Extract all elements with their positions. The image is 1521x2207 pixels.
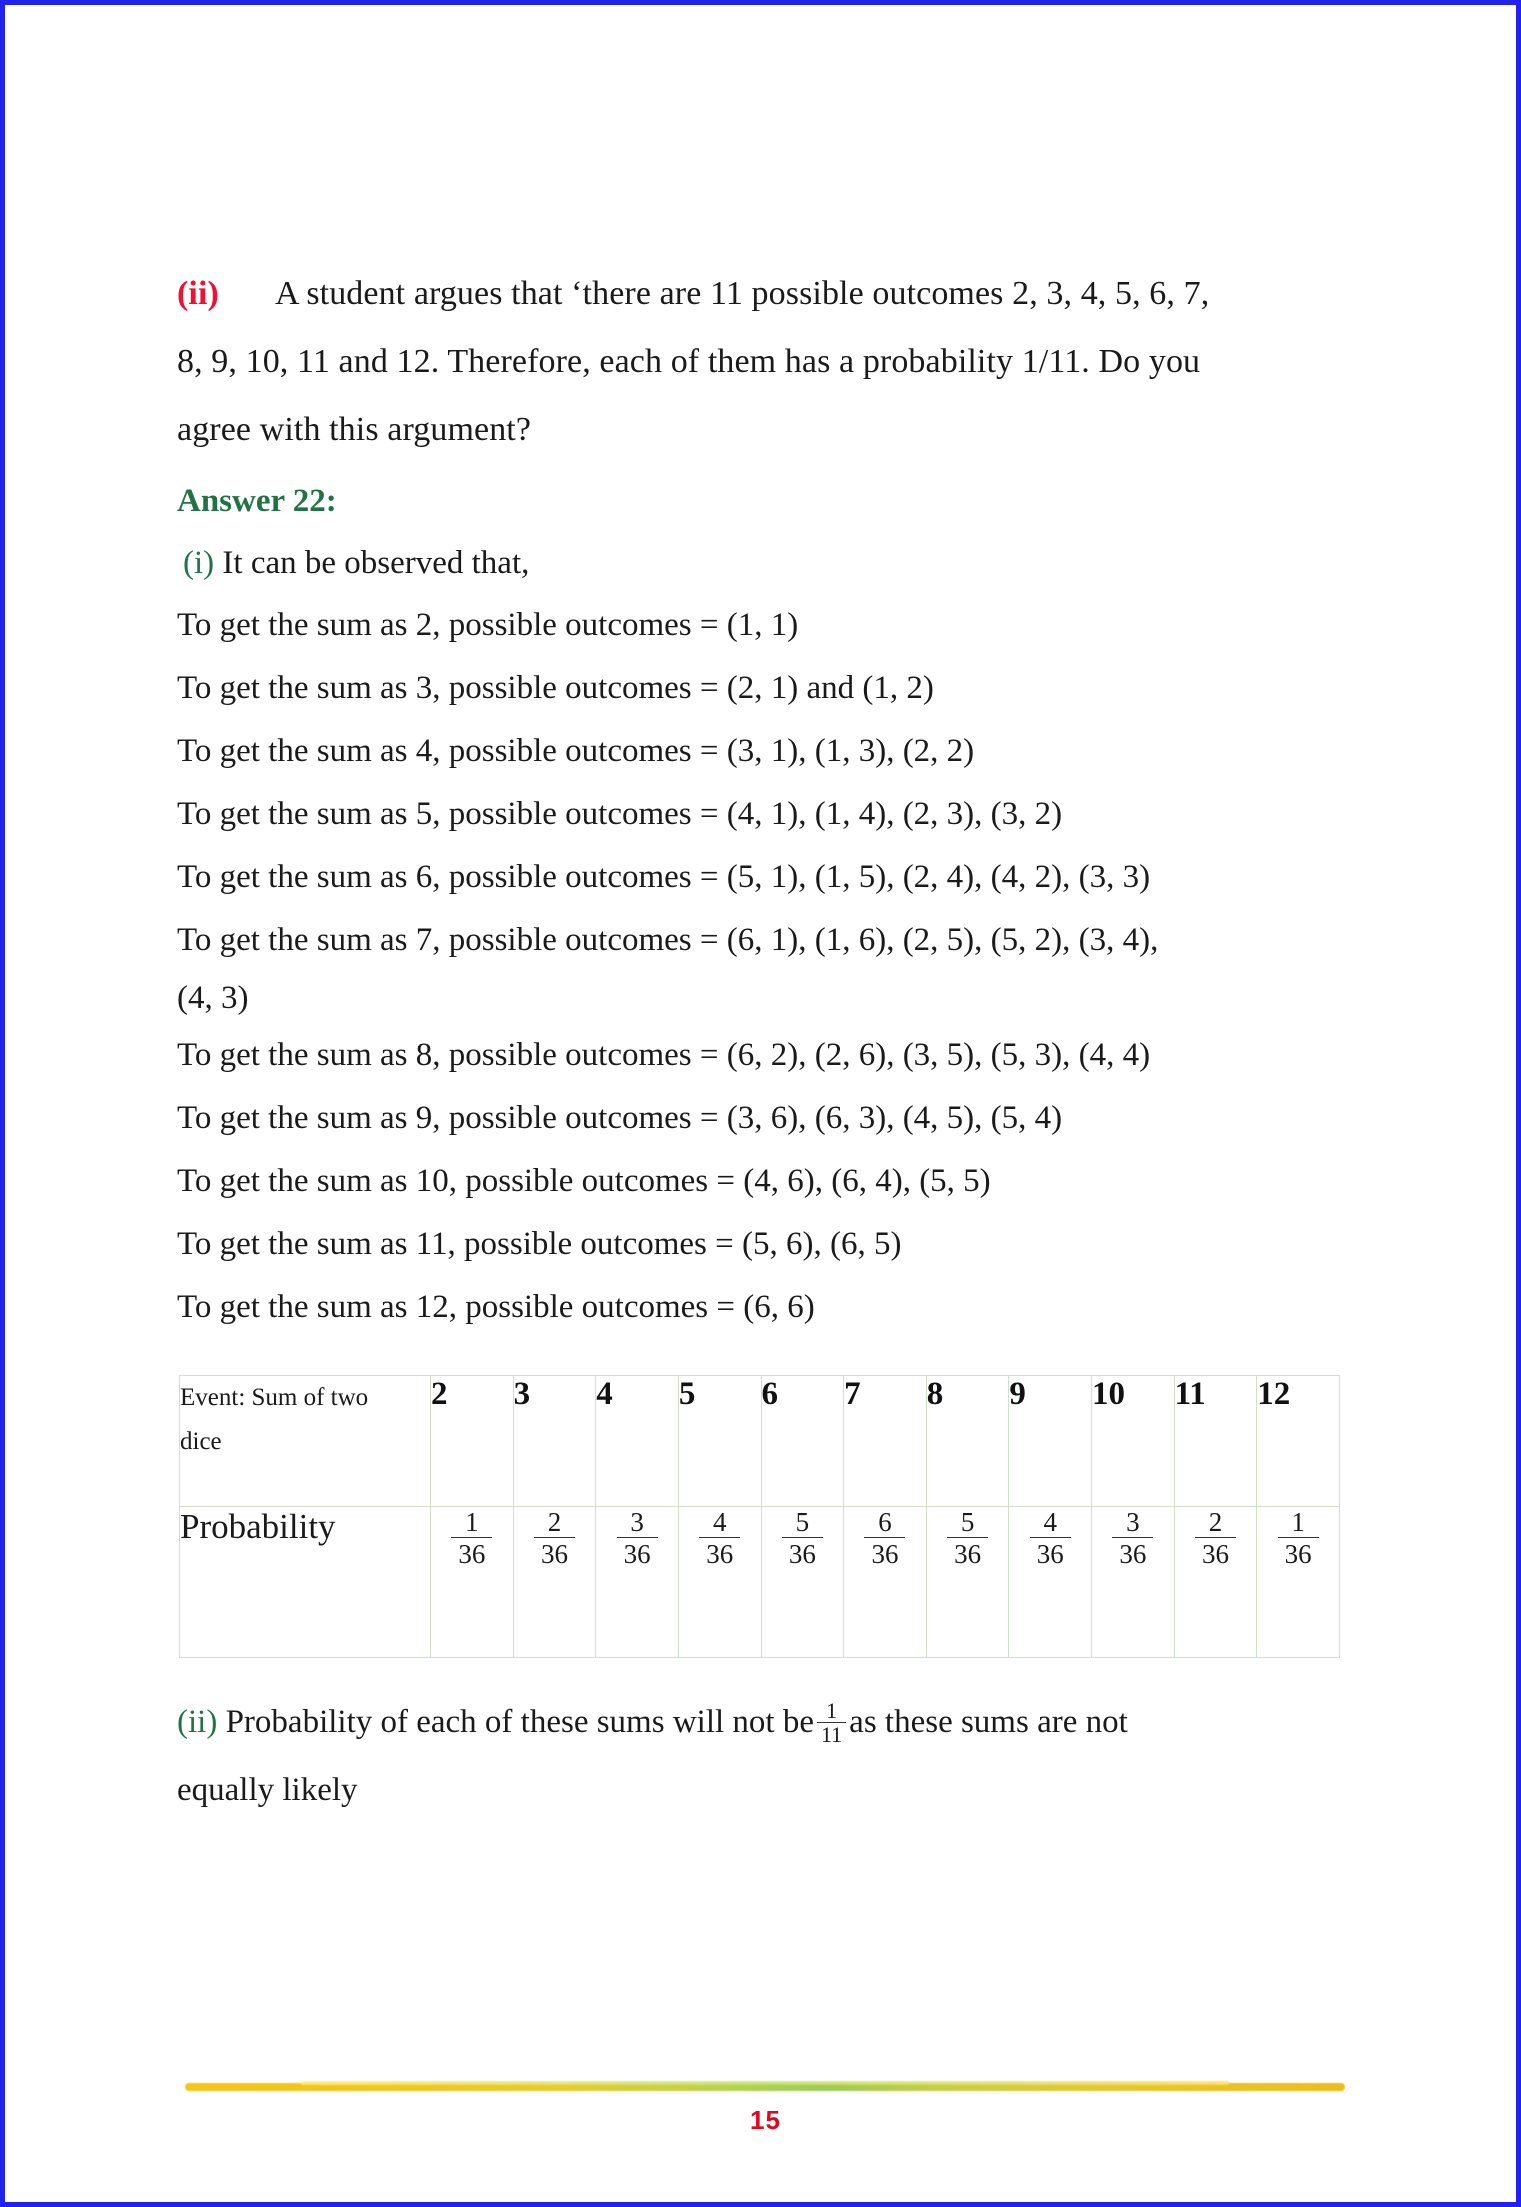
table-row-header: [180, 1376, 1340, 1507]
fraction-numerator: 4: [1043, 1507, 1057, 1537]
table-header-sum: 3: [513, 1376, 596, 1507]
outcome-line: To get the sum as 6, possible outcomes = (5, 1), (1, 5), (2, 4), (4, 2), (3, 3): [177, 859, 1151, 895]
table-row-label: Probability: [180, 1507, 431, 1658]
outcome-line: To get the sum as 12, possible outcomes = (6, 6): [177, 1289, 815, 1325]
probability-cell: [1009, 1507, 1092, 1658]
question-label: (ii): [177, 275, 219, 312]
outcome-line: To get the sum as 4, possible outcomes = (3, 1), (1, 3), (2, 2): [177, 733, 975, 769]
fraction: [617, 1507, 658, 1569]
fraction: [782, 1507, 823, 1569]
question-line-3: agree with this argument?: [177, 411, 532, 448]
closing-paragraph: [177, 1688, 1355, 1756]
fraction-numerator: 6: [878, 1507, 892, 1537]
fraction-denominator: 36: [617, 1537, 658, 1569]
answer-part-i-label: (i): [183, 545, 215, 581]
table-header-label-line2: dice: [180, 1428, 222, 1455]
fraction: [864, 1507, 905, 1569]
inline-fraction: [817, 1699, 846, 1746]
question-line-1: [177, 260, 1367, 328]
probability-cell: [1092, 1507, 1175, 1658]
outcome-line: To get the sum as 8, possible outcomes = (6, 2), (2, 6), (3, 5), (5, 3), (4, 4): [177, 1037, 1151, 1073]
table-header-label-line1: Event: Sum of two: [180, 1384, 369, 1411]
table-header-sum: 12: [1257, 1376, 1340, 1507]
probability-cell: [926, 1507, 1009, 1658]
fraction-denominator: 36: [864, 1537, 905, 1569]
table-header-sum: 9: [1009, 1376, 1092, 1507]
page-number: 15: [750, 2105, 781, 2135]
probability-cell: [431, 1507, 514, 1658]
outcome-line: To get the sum as 9, possible outcomes = (3, 6), (6, 3), (4, 5), (5, 4): [177, 1100, 1063, 1136]
fraction-numerator: 1: [1291, 1507, 1305, 1537]
fraction: [451, 1507, 492, 1569]
fraction: [947, 1507, 988, 1569]
table-header-sum: 6: [761, 1376, 844, 1507]
table-header-sum: 5: [678, 1376, 761, 1507]
probability-table: [179, 1375, 1340, 1658]
probability-cell: [1174, 1507, 1257, 1658]
table-row-probability: [180, 1507, 1340, 1658]
fraction: [1030, 1507, 1071, 1569]
fraction: [1195, 1507, 1236, 1569]
inline-fraction-denominator: 11: [817, 1722, 846, 1746]
document-content: [177, 260, 1367, 1824]
fraction-numerator: 5: [795, 1507, 810, 1537]
probability-cell: [678, 1507, 761, 1658]
fraction-numerator: 2: [1208, 1507, 1223, 1537]
closing-paragraph-line2: equally likely: [177, 1772, 358, 1808]
probability-cell: [1257, 1507, 1340, 1658]
fraction: [1112, 1507, 1153, 1569]
question-text-1: A student argues that ‘there are 11 possible outcomes 2, 3, 4, 5, 6, 7,: [274, 275, 1210, 312]
fraction: [534, 1507, 575, 1569]
probability-cell: [761, 1507, 844, 1658]
question-line-2: 8, 9, 10, 11 and 12. Therefore, each of them has a probability 1/11. Do you: [177, 343, 1201, 380]
table-header-sum: 10: [1092, 1376, 1175, 1507]
fraction: [1278, 1507, 1319, 1569]
outcome-line: To get the sum as 2, possible outcomes = (1, 1): [177, 607, 799, 643]
table-header-label-cell: [180, 1376, 431, 1507]
answer-observation-text: It can be observed that,: [222, 545, 530, 581]
fraction-numerator: 1: [465, 1507, 479, 1537]
probability-cell: [596, 1507, 679, 1658]
fraction-denominator: 36: [1195, 1537, 1236, 1569]
fraction-numerator: 5: [960, 1507, 975, 1537]
footer-divider: [185, 2083, 1345, 2091]
fraction-denominator: 36: [534, 1537, 575, 1569]
fraction-denominator: 36: [1112, 1537, 1153, 1569]
outcome-line: To get the sum as 11, possible outcomes = (5, 6), (6, 5): [177, 1226, 902, 1262]
closing-label: (ii): [177, 1704, 218, 1740]
table-header-sum: 2: [431, 1376, 514, 1507]
table-header-sum: 8: [926, 1376, 1009, 1507]
fraction-denominator: 36: [782, 1537, 823, 1569]
fraction-denominator: 36: [947, 1537, 988, 1569]
fraction-numerator: 2: [547, 1507, 562, 1537]
closing-text-before: Probability of each of these sums will not be: [225, 1704, 814, 1740]
fraction-denominator: 36: [451, 1537, 492, 1569]
fraction-denominator: 36: [1278, 1537, 1319, 1569]
closing-text-after: as these sums are not: [849, 1704, 1128, 1740]
outcome-line: To get the sum as 5, possible outcomes = (4, 1), (1, 4), (2, 3), (3, 2): [177, 796, 1063, 832]
table-header-sum: 7: [844, 1376, 927, 1507]
fraction-numerator: 3: [1126, 1507, 1140, 1537]
table-header-sum: 11: [1174, 1376, 1257, 1507]
outcome-line: To get the sum as 3, possible outcomes = (2, 1) and (1, 2): [177, 670, 934, 706]
answer-part-i-line: [177, 532, 1367, 594]
fraction-numerator: 4: [712, 1507, 727, 1537]
table-header-sum: 4: [596, 1376, 679, 1507]
inline-fraction-numerator: 1: [826, 1697, 838, 1723]
fraction-denominator: 36: [1030, 1537, 1071, 1569]
probability-cell: [513, 1507, 596, 1658]
fraction: [699, 1507, 740, 1569]
fraction-denominator: 36: [699, 1537, 740, 1569]
fraction-numerator: 3: [630, 1507, 644, 1537]
outcome-line-sum-7-cont: (4, 3): [177, 980, 249, 1016]
outcome-line-sum-7: To get the sum as 7, possible outcomes = (6, 1), (1, 6), (2, 5), (5, 2), (3, 4),: [177, 922, 1159, 958]
answer-heading: Answer 22:: [177, 483, 337, 519]
outcome-line: To get the sum as 10, possible outcomes = (4, 6), (6, 4), (5, 5): [177, 1163, 991, 1199]
probability-cell: [844, 1507, 927, 1658]
